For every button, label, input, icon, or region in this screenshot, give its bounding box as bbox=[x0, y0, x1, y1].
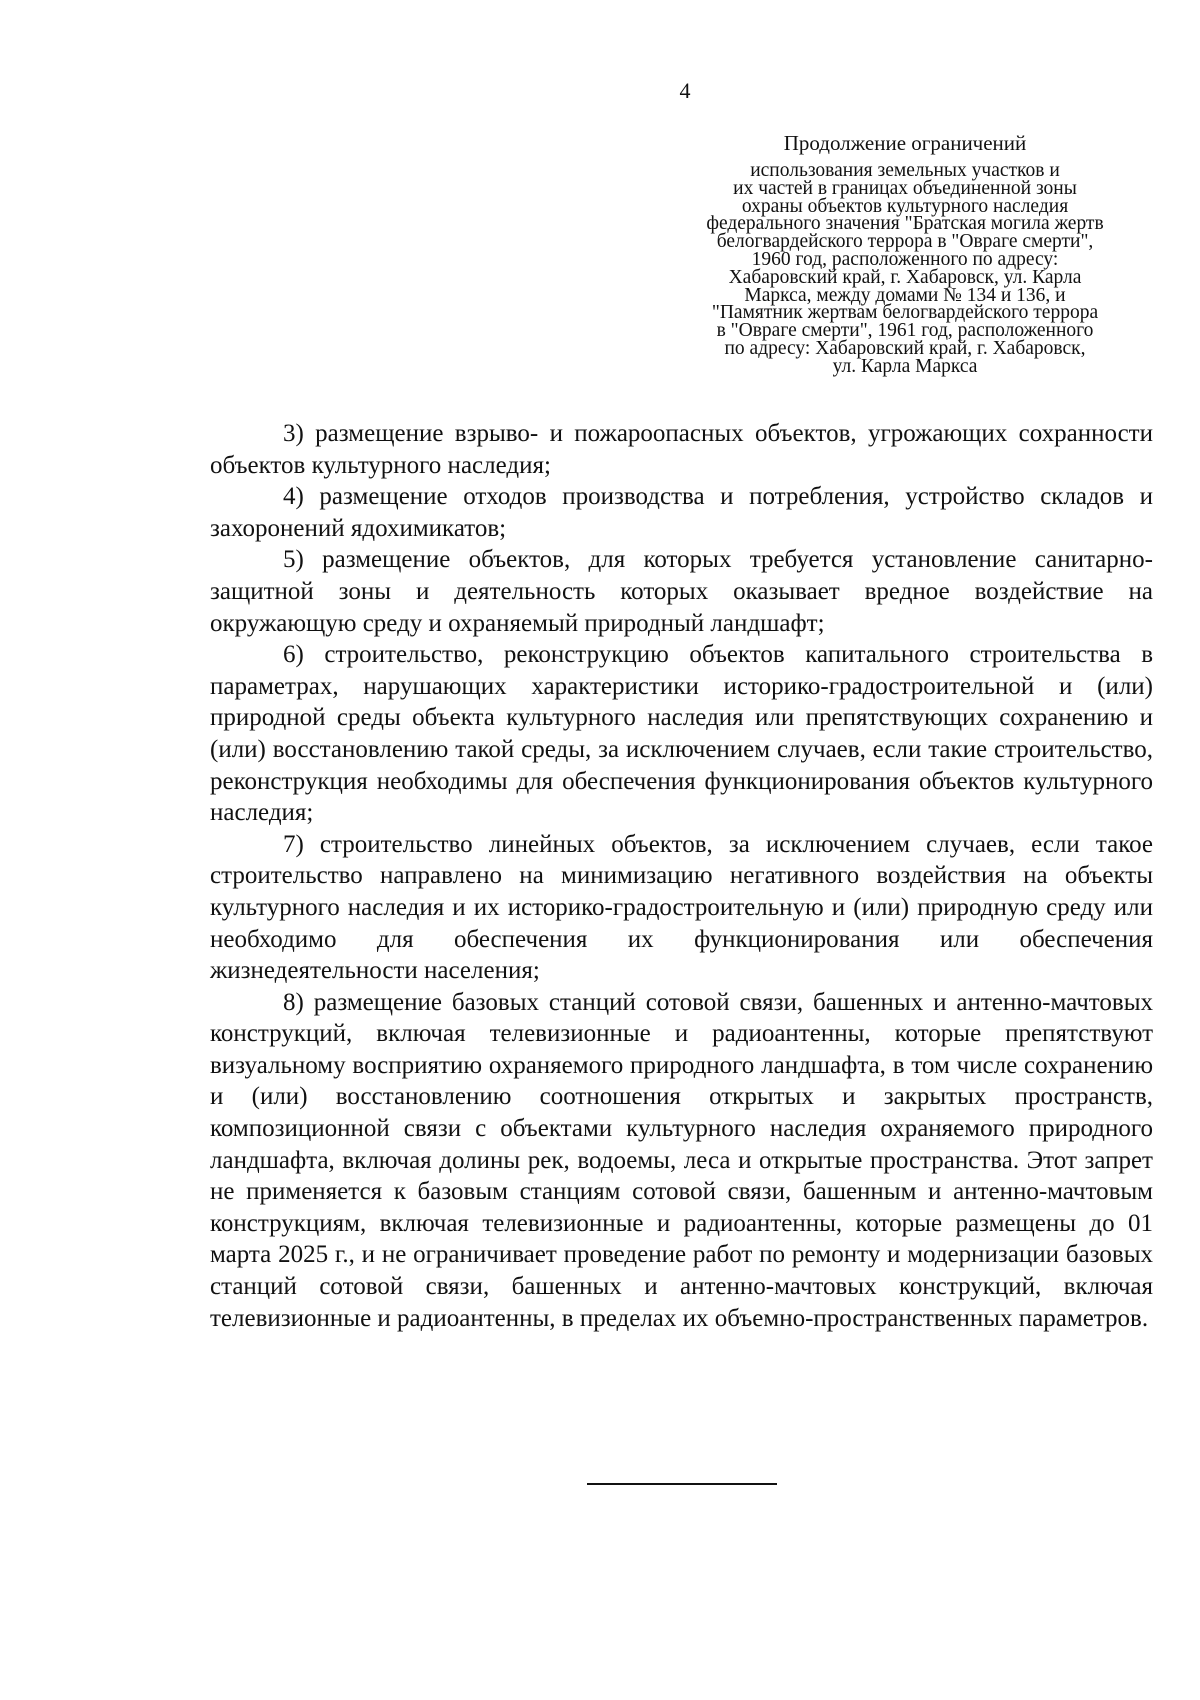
header-line: "Памятник жертвам белогвардейского террора bbox=[711, 302, 1099, 324]
restriction-item-8: 8) размещение базовых станций сотовой связи, башенных и антенно-мачтовых конструкций, включая телевизионные и радиоантенны, которые препятствуют визуальному восприятию охраняемого природного ландшафта, в том числе сохранению и (или) восстановлению соотношения открытых и закрытых пространств, композиционной связи с объектами культурного наследия охраняемого природного ландшафта, включая долины рек, водоемы, леса и открытые пространства. Этот запрет не применяется к базовым станциям сотовой связи, башенным и антенно-мачтовым конструкциям, включая телевизионные и радиоантенны, которые размещены до 01 марта 2025 г., и не ограничивает проведение работ по ремонту и модернизации базовых станций сотовой связи, башенных и антенно-мачтовых конструкций, включая телевизионные и радиоантенны, в пределах их объемно-пространственных параметров. bbox=[210, 988, 1153, 1332]
header-line: охраны объектов культурного наследия bbox=[741, 195, 1069, 217]
restrictions-list bbox=[210, 418, 1153, 1334]
appendix-header bbox=[655, 130, 1155, 376]
header-line: белогвардейского террора в "Овраге смерти", bbox=[716, 231, 1094, 253]
header-line: их частей в границах объединенной зоны bbox=[733, 177, 1077, 199]
header-line: ул. Карла Маркса bbox=[832, 355, 978, 377]
header-line: Маркса, между домами № 134 и 136, и bbox=[744, 284, 1066, 306]
restriction-item-6: 6) строительство, реконструкцию объектов капитального строительства в параметрах, нарушающих характеристики историко-градостроительной и (или) природной среды объекта культурного наследия или препятствующих сохранению и (или) восстановлению такой среды, за исключением случаев, если такие строительство, реконструкция необходимы для обеспечения функционирования объектов культурного наследия; bbox=[210, 641, 1153, 827]
header-title: Продолжение ограничений bbox=[783, 131, 1027, 155]
header-line: Хабаровский край, г. Хабаровск, ул. Карла bbox=[728, 266, 1082, 288]
restriction-item-3: 3) размещение взрыво- и пожароопасных объектов, угрожающих сохранности объектов культурного наследия; bbox=[210, 420, 1153, 479]
restriction-item-7: 7) строительство линейных объектов, за исключением случаев, если такое строительство направлено на минимизацию негативного воздействия на объекты культурного наследия и их историко-градостроительную и (или) природную среду или необходимо для обеспечения их функционирования или обеспечения жизнедеятельности населения; bbox=[210, 830, 1153, 985]
header-line: 1960 год, расположенного по адресу: bbox=[751, 248, 1059, 270]
restriction-item-4: 4) размещение отходов производства и потребления, устройство складов и захоронений ядохимикатов; bbox=[210, 483, 1153, 542]
page-number: 4 bbox=[679, 78, 691, 103]
header-line: по адресу: Хабаровский край, г. Хабаровск, bbox=[724, 337, 1086, 359]
restriction-item-5: 5) размещение объектов, для которых требуется установление санитарно-защитной зоны и деятельность которых оказывает вредное воздействие на окружающую среду и охраняемый природный ландшафт; bbox=[210, 546, 1153, 637]
header-line: федерального значения "Братская могила жертв bbox=[706, 213, 1104, 235]
header-line: использования земельных участков и bbox=[750, 160, 1060, 181]
end-divider bbox=[587, 1483, 777, 1485]
header-line: в "Овраге смерти", 1961 год, расположенного bbox=[716, 320, 1094, 342]
